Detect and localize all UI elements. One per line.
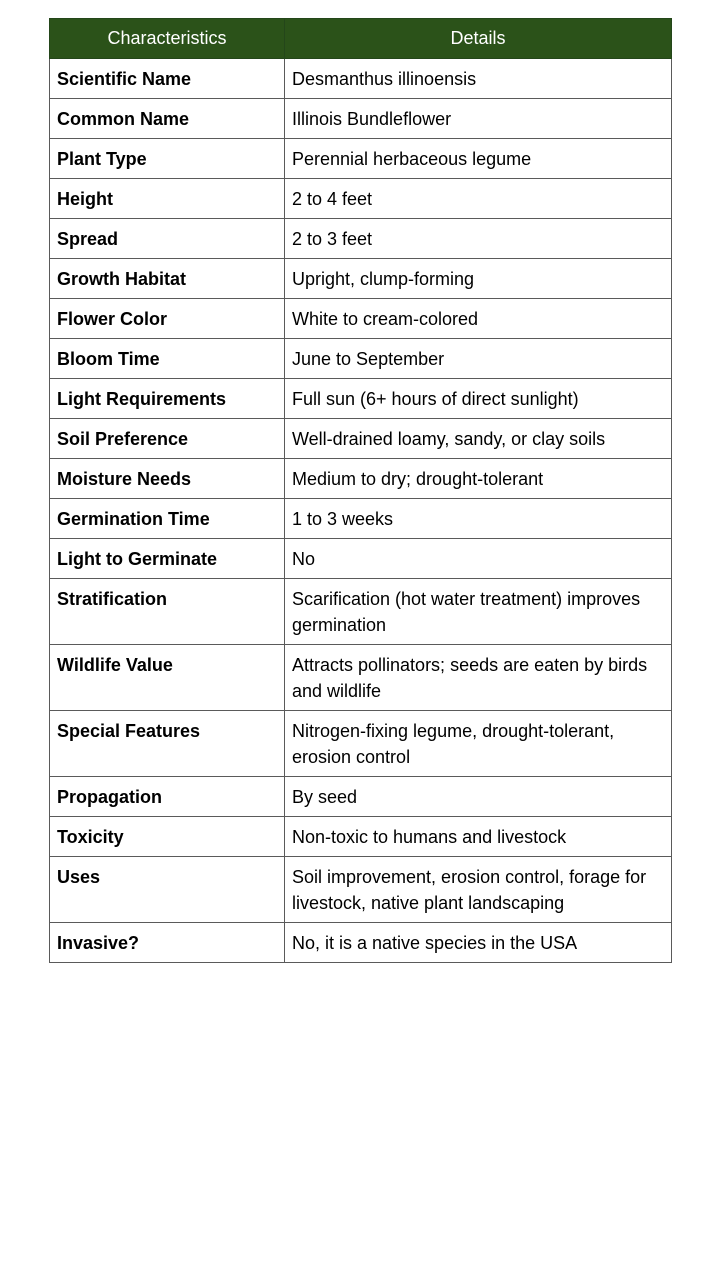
table-row	[50, 59, 672, 99]
plant-info-table	[49, 18, 672, 963]
row-value: Soil improvement, erosion control, forage for livestock, native plant landscaping	[285, 857, 672, 923]
row-value: No	[285, 539, 672, 579]
row-value: June to September	[285, 339, 672, 379]
row-label: Light to Germinate	[50, 539, 285, 579]
row-label: Uses	[50, 857, 285, 923]
row-value: Attracts pollinators; seeds are eaten by birds and wildlife	[285, 645, 672, 711]
row-value: Scarification (hot water treatment) improves germination	[285, 579, 672, 645]
row-label: Flower Color	[50, 299, 285, 339]
table-header-row	[50, 19, 672, 59]
row-label: Moisture Needs	[50, 459, 285, 499]
row-value: Well-drained loamy, sandy, or clay soils	[285, 419, 672, 459]
table-row	[50, 645, 672, 711]
row-value: Perennial herbaceous legume	[285, 139, 672, 179]
row-value: No, it is a native species in the USA	[285, 923, 672, 963]
table-row	[50, 711, 672, 777]
row-label: Common Name	[50, 99, 285, 139]
row-value: Illinois Bundleflower	[285, 99, 672, 139]
table-row	[50, 99, 672, 139]
table-row	[50, 777, 672, 817]
row-label: Plant Type	[50, 139, 285, 179]
table-row	[50, 857, 672, 923]
row-value: 2 to 3 feet	[285, 219, 672, 259]
row-value: Full sun (6+ hours of direct sunlight)	[285, 379, 672, 419]
header-characteristics: Characteristics	[50, 19, 285, 59]
table-row	[50, 379, 672, 419]
table-row	[50, 259, 672, 299]
row-label: Toxicity	[50, 817, 285, 857]
row-label: Soil Preference	[50, 419, 285, 459]
row-value: 2 to 4 feet	[285, 179, 672, 219]
header-details: Details	[285, 19, 672, 59]
row-value: By seed	[285, 777, 672, 817]
row-label: Wildlife Value	[50, 645, 285, 711]
table-row	[50, 539, 672, 579]
row-label: Light Requirements	[50, 379, 285, 419]
row-value: Nitrogen-fixing legume, drought-tolerant, erosion control	[285, 711, 672, 777]
table-row	[50, 139, 672, 179]
row-label: Spread	[50, 219, 285, 259]
row-value: White to cream-colored	[285, 299, 672, 339]
table-row	[50, 339, 672, 379]
table-row	[50, 419, 672, 459]
row-value: Upright, clump-forming	[285, 259, 672, 299]
table-row	[50, 499, 672, 539]
row-label: Scientific Name	[50, 59, 285, 99]
row-value: 1 to 3 weeks	[285, 499, 672, 539]
row-value: Medium to dry; drought-tolerant	[285, 459, 672, 499]
table-row	[50, 817, 672, 857]
row-label: Propagation	[50, 777, 285, 817]
row-label: Growth Habitat	[50, 259, 285, 299]
table-row	[50, 299, 672, 339]
row-label: Height	[50, 179, 285, 219]
table-row	[50, 579, 672, 645]
table-row	[50, 923, 672, 963]
table-row	[50, 179, 672, 219]
row-value: Desmanthus illinoensis	[285, 59, 672, 99]
plant-info-table-container	[49, 18, 671, 963]
row-label: Germination Time	[50, 499, 285, 539]
row-label: Bloom Time	[50, 339, 285, 379]
row-label: Stratification	[50, 579, 285, 645]
table-row	[50, 459, 672, 499]
row-label: Invasive?	[50, 923, 285, 963]
row-value: Non-toxic to humans and livestock	[285, 817, 672, 857]
table-row	[50, 219, 672, 259]
row-label: Special Features	[50, 711, 285, 777]
